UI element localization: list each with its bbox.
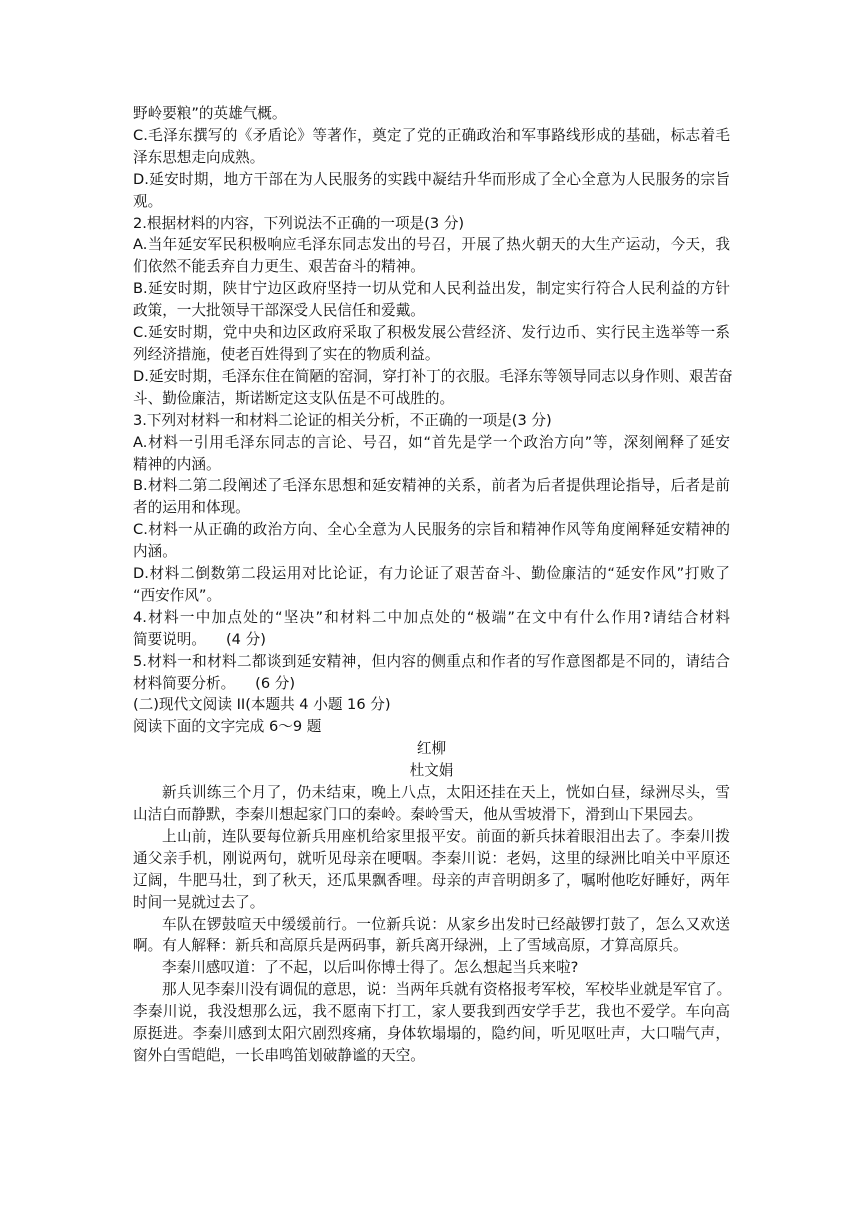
text-line: 观。	[133, 192, 163, 210]
text-line: 时间一晃就过去了。	[133, 893, 265, 911]
text-line: 内涵。	[133, 543, 177, 561]
text-line: B.延安时期，陕甘宁边区政府坚持一切从党和人民利益出发，制定实行符合人民利益的方针	[133, 280, 730, 298]
section-instruction: 阅读下面的文字完成 6～9 题	[133, 718, 322, 736]
text-line: 泽东思想走向成熟。	[133, 148, 265, 166]
text-line: 李秦川感叹道：了不起，以后叫你博士得了。怎么想起当兵来啦?	[162, 959, 579, 977]
question-4	[133, 607, 730, 651]
story-paragraph-5	[133, 979, 730, 1067]
text-line: D.材料二倒数第二段运用对比论证，有力论证了艰苦奋斗、勤俭廉洁的“延安作风”打败了	[133, 565, 730, 583]
text-line: 车队在锣鼓喧天中缓缓前行。一位新兵说：从家乡出发时已经敲锣打鼓了，怎么又欢送	[162, 915, 730, 933]
q3-option-a	[133, 432, 730, 476]
story-paragraph-2	[133, 826, 730, 914]
text-line: C.材料一从正确的政治方向、全心全意为人民服务的宗旨和精神作风等角度阐释延安精神的	[133, 521, 730, 539]
q1-option-d	[133, 169, 730, 213]
text-line: A.当年延安军民积极响应毛泽东同志发出的号召，开展了热火朝天的大生产运动，今天，我	[133, 236, 730, 254]
text-line: 辽阔，牛肥马壮，到了秋天，还瓜果飘香哩。母亲的声音明朗多了，嘱咐他吃好睡好，两年	[133, 871, 730, 889]
text-line: 原挺进。李秦川感到太阳穴剧烈疼痛，身体软塌塌的，隐约间，听见呕吐声，大口喘气声，	[133, 1025, 730, 1043]
text-line: 简要说明。	[133, 630, 206, 648]
text-line: A.材料一引用毛泽东同志的言论、号召，如“首先是学一个政治方向”等，深刻阐释了延安	[133, 433, 730, 451]
text-line: 4.材料一中加点处的“坚决”和材料二中加点处的“极端”在文中有什么作用?请结合材料	[133, 608, 730, 626]
story-author: 杜文娟	[409, 762, 454, 780]
q3-option-b	[133, 475, 730, 519]
text-line: 啊。有人解释：新兵和高原兵是两码事，新兵离开绿洲，上了雪域高原，才算高原兵。	[133, 937, 688, 955]
question-score: (4 分)	[225, 630, 266, 648]
q2-option-b	[133, 278, 730, 322]
q3-option-c	[133, 519, 730, 563]
text-line: 新兵训练三个月了，仍未结束，晚上八点，太阳还挂在天上，恍如白昼，绿洲尽头，雪	[162, 784, 730, 802]
text-line: D.延安时期，地方干部在为人民服务的实践中凝结升华而形成了全心全意为人民服务的宗旨	[133, 170, 730, 188]
story-paragraph-4	[133, 957, 730, 979]
text-line: 窗外白雪皑皑，一长串鸣笛划破静谧的天空。	[133, 1046, 425, 1064]
text-line: “西安作风”。	[133, 586, 222, 604]
text-line: 政策，一大批领导干部深受人民信任和爱戴。	[133, 302, 425, 320]
text-line: 者的运用和体现。	[133, 499, 250, 517]
question-score: (6 分)	[255, 674, 296, 692]
text-line: 们依然不能丢弃自力更生、艰苦奋斗的精神。	[133, 258, 425, 276]
text-line: B.材料二第二段阐述了毛泽东思想和延安精神的关系，前者为后者提供理论指导，后者是前	[133, 477, 730, 495]
q3-option-d	[133, 563, 730, 607]
text-line: D.延安时期，毛泽东住在简陋的窑洞，穿打补丁的衣服。毛泽东等领导同志以身作则、艰苦奋	[133, 367, 733, 385]
section-heading: (二)现代文阅读 II(本题共 4 小题 16 分)	[133, 696, 391, 714]
text-line: 斗、勤俭廉洁，斯诺断定这支队伍是不可战胜的。	[133, 389, 455, 407]
question-2-stem: 2.根据材料的内容，下列说法不正确的一项是(3 分)	[133, 214, 465, 232]
q1-option-c	[133, 125, 730, 169]
story-paragraph-1	[133, 782, 730, 826]
text-line: 列经济措施，使老百姓得到了实在的物质利益。	[133, 345, 440, 363]
text-line: 精神的内涵。	[133, 455, 221, 473]
text-line: 那人见李秦川没有调侃的意思，说：当两年兵就有资格报考军校，军校毕业就是军官了。	[162, 981, 732, 999]
text-line: 通父亲手机，刚说两句，就听见母亲在哽咽。李秦川说：老妈，这里的绿洲比咱关中平原还	[133, 849, 730, 867]
text-line: 李秦川说，我没想那么远，我不愿南下打工，家人要我到西安学手艺，我也不爱学。车向高	[133, 1003, 730, 1021]
story-paragraph-3	[133, 914, 730, 958]
text-line: C.延安时期，党中央和边区政府采取了积极发展公营经济、发行边币、实行民主选举等一系	[133, 324, 730, 342]
text-line: 上山前，连队要每位新兵用座机给家里报平安。前面的新兵抹着眼泪出去了。李秦川拨	[162, 827, 730, 845]
q2-option-c	[133, 322, 730, 366]
question-3-stem: 3.下列对材料一和材料二论证的相关分析，不正确的一项是(3 分)	[133, 411, 552, 429]
q1-option-b-tail: 野岭要粮”的英雄气概。	[133, 105, 287, 122]
text-line: 材料简要分析。	[133, 674, 236, 692]
q2-option-d	[133, 366, 733, 410]
text-line: 5.材料一和材料二都谈到延安精神，但内容的侧重点和作者的写作意图都是不同的，请结合	[133, 652, 730, 670]
question-5	[133, 651, 730, 695]
story-title: 红柳	[416, 740, 447, 758]
text-line: C.毛泽东撰写的《矛盾论》等著作，奠定了党的正确政治和军事路线形成的基础，标志着毛	[133, 126, 730, 144]
text-line: 山洁白而静默，李秦川想起家门口的秦岭。秦岭雪天，他从雪坡滑下，滑到山下果园去。	[133, 806, 703, 823]
q2-option-a	[133, 234, 730, 278]
